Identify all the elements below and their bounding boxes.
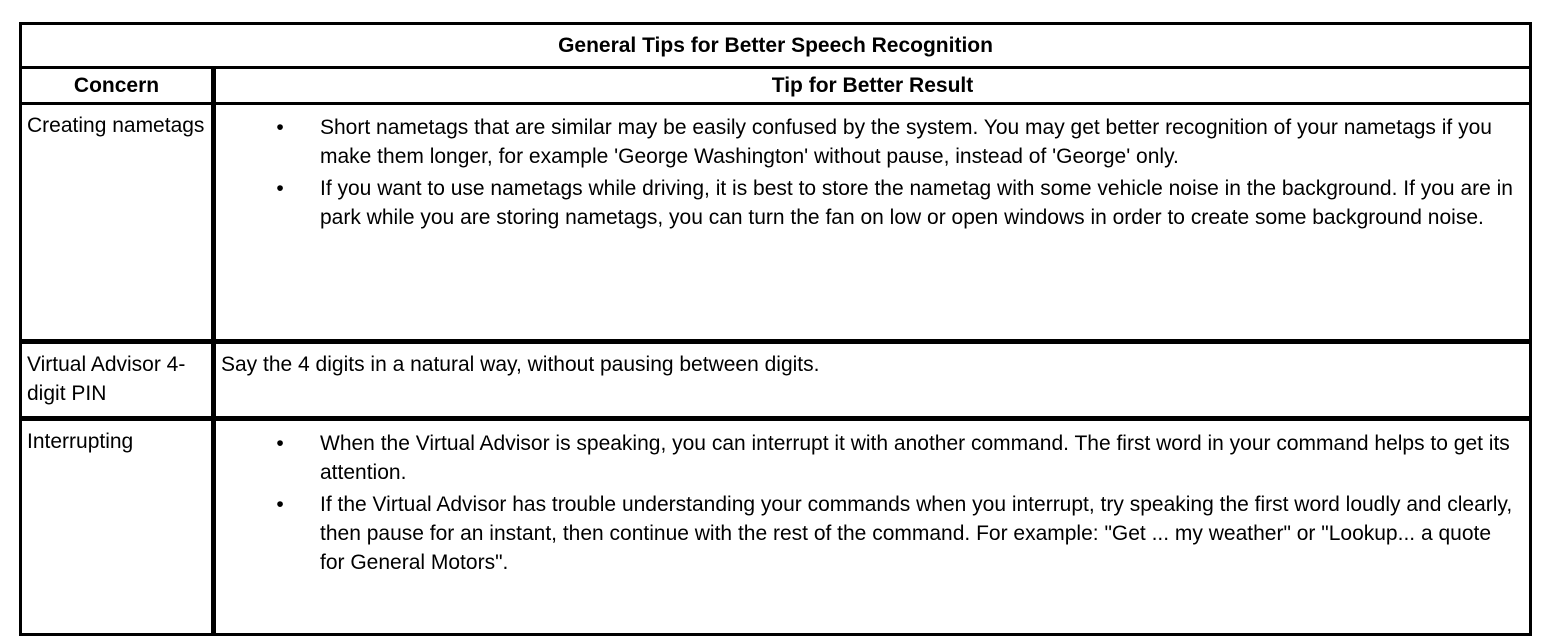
tip-text: If the Virtual Advisor has trouble understanding your commands when you interrupt, try speaking the first word loudly and clearly, then pause for an instant, then continue with the rest of the command. For example: "Get ... my weather" or "Lookup... a quote for General Motors". (320, 493, 1513, 574)
column-header-tip: Tip for Better Result (214, 68, 1531, 104)
tip-text: When the Virtual Advisor is speaking, you can interrupt it with another command. The first word in your command helps to get its attention. (320, 432, 1510, 484)
tip-cell (214, 104, 1531, 342)
tip-cell (214, 419, 1531, 635)
tip-list (216, 113, 1519, 232)
tip-list (216, 429, 1519, 577)
concern-cell: Interrupting (21, 419, 214, 635)
tip-cell: Say the 4 digits in a natural way, without pausing between digits. (214, 342, 1531, 419)
bullet-icon: • (276, 177, 284, 200)
speech-tips-table (19, 22, 1532, 636)
table-row (21, 419, 1531, 635)
tip-list-item (216, 429, 1519, 487)
concern-cell: Virtual Advisor 4-digit PIN (21, 342, 214, 419)
table-title: General Tips for Better Speech Recognition (21, 24, 1531, 68)
tip-list-item (216, 490, 1519, 577)
bullet-icon: • (276, 116, 284, 139)
bullet-icon: • (276, 432, 284, 455)
table-row (21, 104, 1531, 342)
tip-list-item (216, 174, 1519, 232)
column-header-concern: Concern (21, 68, 214, 104)
table-title-row (21, 24, 1531, 68)
tip-text: If you want to use nametags while driving, it is best to store the nametag with some vehicle noise in the background. If you are in park while you are storing nametags, you can turn the fan on low or open windows in order to create some background noise. (320, 177, 1513, 229)
table-row (21, 342, 1531, 419)
tip-list-item (216, 113, 1519, 171)
concern-cell: Creating nametags (21, 104, 214, 342)
table-header-row (21, 68, 1531, 104)
tip-text: Short nametags that are similar may be easily confused by the system. You may get better recognition of your nametags if you make them longer, for example 'George Washington' without pause, instead of 'George' only. (320, 116, 1492, 168)
bullet-icon: • (276, 493, 284, 516)
